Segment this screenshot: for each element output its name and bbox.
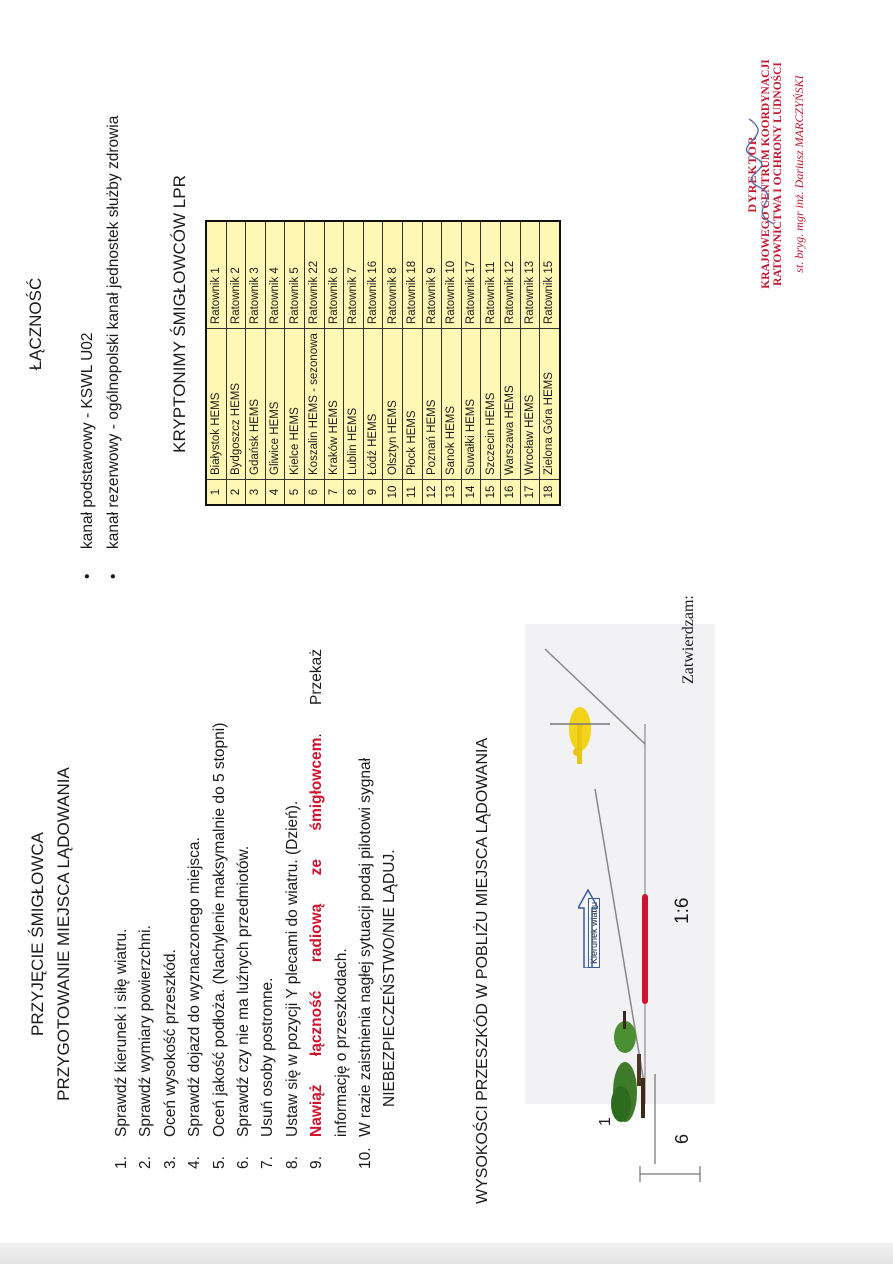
step-3: 3. Oceń wysokość przeszkód. [161,949,179,1169]
table-row [363,221,383,505]
row-number: 3 [246,480,266,506]
steps-list [110,649,403,1169]
step-1: 1. Sprawdź kierunek i siłę wiatru. [113,928,130,1169]
wind-arrow-icon [578,888,598,968]
callsign: Ratownik 7 [344,221,364,329]
row-number: 4 [265,480,285,506]
signature-title: DYREKTOR [745,135,759,213]
cryptonyms-table [205,220,561,506]
table-row [265,221,285,505]
base-name: Kraków HEMS [324,329,344,480]
callsign: Ratownik 15 [540,221,560,329]
landing-pad [642,894,648,1004]
base-name: Koszalin HEMS - sezonowa [304,329,324,480]
row-number: 14 [461,480,481,506]
step-4: 4. Sprawdź dojazd do wyznaczonego miejsca. [186,837,204,1169]
table-row [304,221,324,505]
table-row [226,221,246,505]
distance-label: 6 [672,1133,692,1144]
step-9: 9. Nawiąż łączność radiową ze śmigłowcem. Przekaż informację o przeszkodach. [308,649,350,1169]
table-row [422,221,442,505]
callsign: Ratownik 16 [363,221,383,329]
step-8: 8. Ustaw się w pozycji Y plecami do wiatru. (Dzień). [283,800,301,1169]
row-number: 5 [285,480,305,506]
callsign: Ratownik 6 [324,221,344,329]
table-row [324,221,344,505]
row-number: 8 [344,480,364,506]
base-name: Poznań HEMS [422,329,442,480]
step-2: 2. Sprawdź wymiary powierzchni. [137,925,155,1169]
row-number: 9 [363,480,383,506]
row-number: 2 [226,480,246,506]
table-row [500,221,520,505]
table-row [246,221,266,505]
handwritten-signature-icon [739,109,789,229]
row-number: 17 [520,480,540,506]
base-name: Lublin HEMS [344,329,364,480]
approve-label: Zatwierdzam: [680,595,697,684]
base-name: Gdańsk HEMS [246,329,266,480]
table-row [206,221,226,505]
base-name: Olsztyn HEMS [383,329,403,480]
row-number: 7 [324,480,344,506]
callsign: Ratownik 9 [422,221,442,329]
callsign: Ratownik 2 [226,221,246,329]
channel-primary: • kanał podstawowy - KSWL U02 [75,116,101,579]
base-name: Białystok HEMS [206,329,226,480]
base-name: Szczecin HEMS [481,329,501,480]
row-number: 18 [540,480,560,506]
base-name: Łódź HEMS [363,329,383,480]
step-6: 6. Sprawdź czy nie ma luźnych przedmiotów. [235,845,253,1169]
base-name: Wrocław HEMS [520,329,540,480]
table-row [481,221,501,505]
ratio-label: 1:6 [672,897,693,924]
callsign: Ratownik 12 [500,221,520,329]
callsign: Ratownik 3 [246,221,266,329]
row-number: 16 [500,480,520,506]
callsign: Ratownik 18 [402,221,422,329]
cryptonyms-heading: KRYPTONIMY ŚMIGŁOWCÓW LPR [170,175,189,453]
table-row [520,221,540,505]
signature-person: st. bryg. mgr inż. Dariusz MARCZYŃSKI [792,75,806,273]
row-number: 11 [402,480,422,506]
signature-institution-2: RATOWNICTWA I OCHRONY LUDNOŚCI [772,62,784,286]
callsign: Ratownik 5 [285,221,305,329]
base-name: Kielce HEMS [285,329,305,480]
step-7: 7. Usuń osoby postronne. [259,977,277,1169]
title-reception: PRZYJĘCIE ŚMIGŁOWCA [28,831,47,1037]
table-row [402,221,422,505]
base-name: Bydgoszcz HEMS [226,329,246,480]
base-name: Gliwice HEMS [265,329,285,480]
table-row [461,221,481,505]
title-communication: ŁĄCZNOŚĆ [26,277,45,371]
obstacles-heading: WYSOKOŚCI PRZESZKÓD W POBLIŻU MIEJSCA LĄDOWANIA [474,737,491,1204]
callsign: Ratownik 22 [304,221,324,329]
height-label: 1 [597,1117,614,1126]
base-name: Zielona Góra HEMS [540,329,560,480]
row-number: 13 [442,480,462,506]
base-name: Płock HEMS [402,329,422,480]
signature-stamp [745,9,807,339]
row-number: 10 [383,480,403,506]
callsign: Ratownik 4 [265,221,285,329]
title-preparation: PRZYGOTOWANIE MIEJSCA LĄDOWANIA [54,767,73,1101]
base-name: Warszawa HEMS [500,329,520,480]
row-number: 1 [206,480,226,506]
callsign: Ratownik 17 [461,221,481,329]
callsign: Ratownik 10 [442,221,462,329]
row-number: 15 [481,480,501,506]
step-5: 5. Oceń jakość podłoża. (Nachylenie maksymalnie do 5 stopni) [210,722,228,1169]
table-row [383,221,403,505]
base-name: Sanok HEMS [442,329,462,480]
callsign: Ratownik 13 [520,221,540,329]
table-row [344,221,364,505]
callsign: Ratownik 11 [481,221,501,329]
table-row [442,221,462,505]
callsign: Ratownik 8 [383,221,403,329]
row-number: 6 [304,480,324,506]
radio-contact-emphasis: Nawiąż łączność radiową ze śmigłowcem [308,737,326,1137]
channel-list [75,116,127,579]
signature-institution-1: KRAJOWEGO CENTRUM KOORDYNACJI [760,59,772,289]
wind-direction-label: Kierunek wiatru [588,898,600,968]
channel-backup: • kanał rezerwowy - ogólnopolski kanał jednostek służby zdrowia [101,116,127,579]
callsign: Ratownik 1 [206,221,226,329]
step-10: 10. W razie zaistnienia nagłej sytuacji podaj pilotowi sygnał NIEBEZPIECZEŃSTWO/NIE LĄDUJ. [357,757,399,1169]
base-name: Suwałki HEMS [461,329,481,480]
row-number: 12 [422,480,442,506]
table-row [540,221,560,505]
table-row [285,221,305,505]
